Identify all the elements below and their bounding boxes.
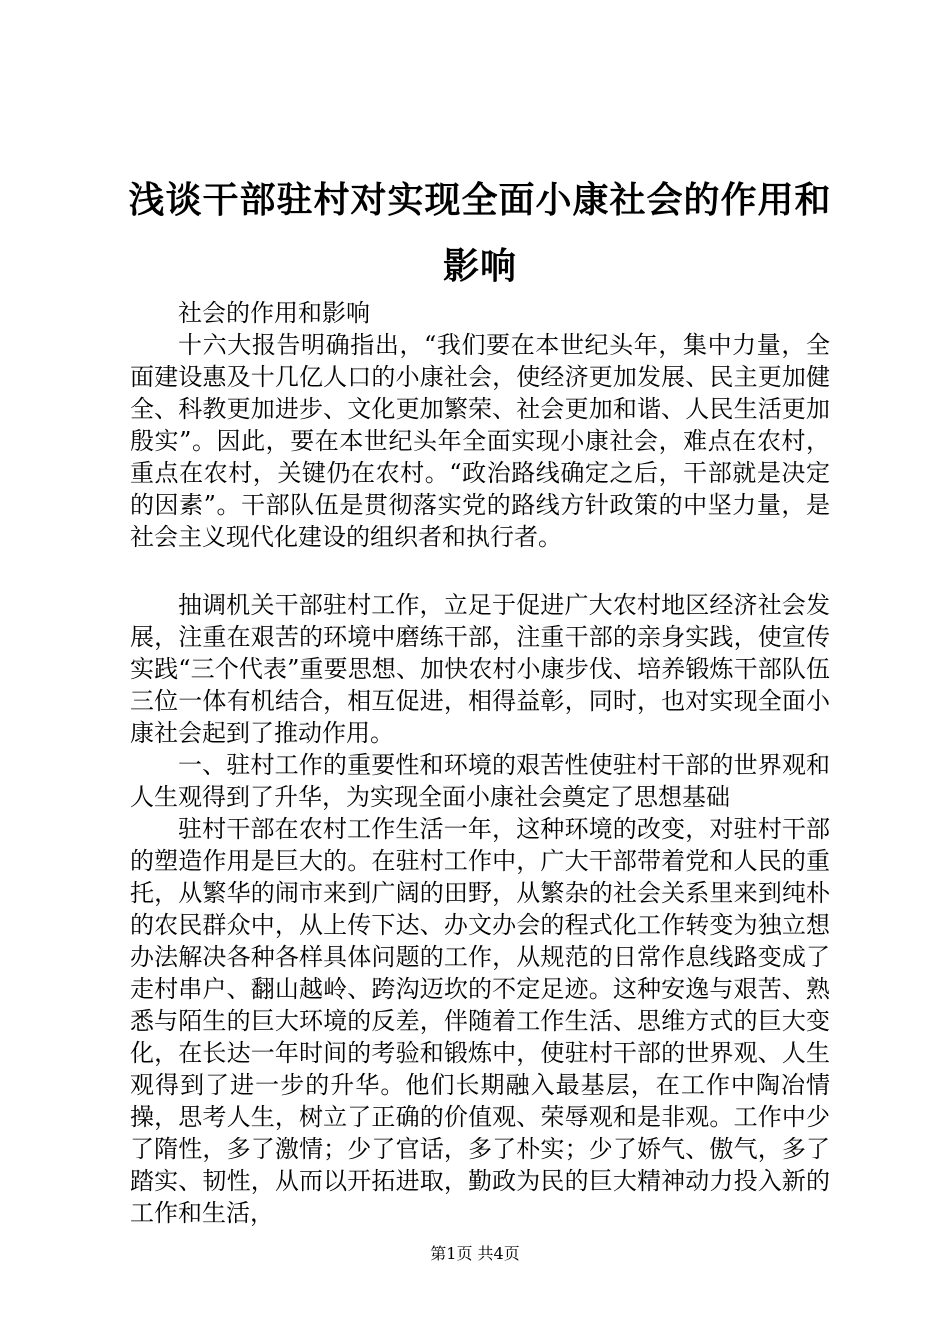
paragraph: 十六大报告明确指出，“我们要在本世纪头年，集中力量，全面建设惠及十几亿人口的小康社会，使经济更加发展、民主更加健全、科教更加进步、文化更加繁荣、社会更加和谐、人民生活更加殷实”。因此，要在本世纪头年全面实现小康社会，难点在农村，重点在农村，关键仍在农村。“政治路线确定之后，干部就是决定的因素”。干部队伍是贯彻落实党的路线方针政策的中坚力量，是社会主义现代化建设的组织者和执行者。	[130, 331, 830, 551]
page-number-footer: 第1页 共4页	[430, 1244, 520, 1263]
paragraph: 驻村干部在农村工作生活一年，这种环境的改变，对驻村干部的塑造作用是巨大的。在驻村工作中，广大干部带着党和人民的重托，从繁华的闹市来到广阔的田野，从繁杂的社会关系里来到纯朴的农民群众中，从上传下达、办文办会的程式化工作转变为独立想办法解决各种各样具体问题的工作，从规范的日常作息线路变成了走村串户、翻山越岭、跨沟迈坎的不定足迹。这种安逸与艰苦、熟悉与陌生的巨大环境的反差，伴随着工作生活、思维方式的巨大变化，在长达一年时间的考验和锻炼中，使驻村干部的世界观、人生观得到了进一步的升华。他们长期融入最基层，在工作中陶冶情操，思考人生，树立了正确的价值观、荣辱观和是非观。工作中少了隋性，多了激情；少了官话，多了朴实；少了娇气、傲气，多了踏实、韧性，从而以开拓进取，勤政为民的巨大精神动力投入新的工作和生活，	[130, 815, 830, 1227]
paragraph: 抽调机关干部驻村工作，立足于促进广大农村地区经济社会发展，注重在艰苦的环境中磨练干部，注重干部的亲身实践，使宣传实践“三个代表”重要思想、加快农村小康步伐、培养锻炼干部队伍三位一体有机结合，相互促进，相得益彰，同时，也对实现全面小康社会起到了推动作用。	[130, 591, 830, 747]
document-title: 浅谈干部驻村对实现全面小康社会的作用和影响	[128, 180, 832, 287]
section-heading: 一、驻村工作的重要性和环境的艰苦性使驻村干部的世界观和人生观得到了升华，为实现全面小康社会奠定了思想基础	[130, 751, 830, 811]
document-body	[130, 297, 830, 1229]
paragraph-subtitle: 社会的作用和影响	[178, 299, 370, 327]
